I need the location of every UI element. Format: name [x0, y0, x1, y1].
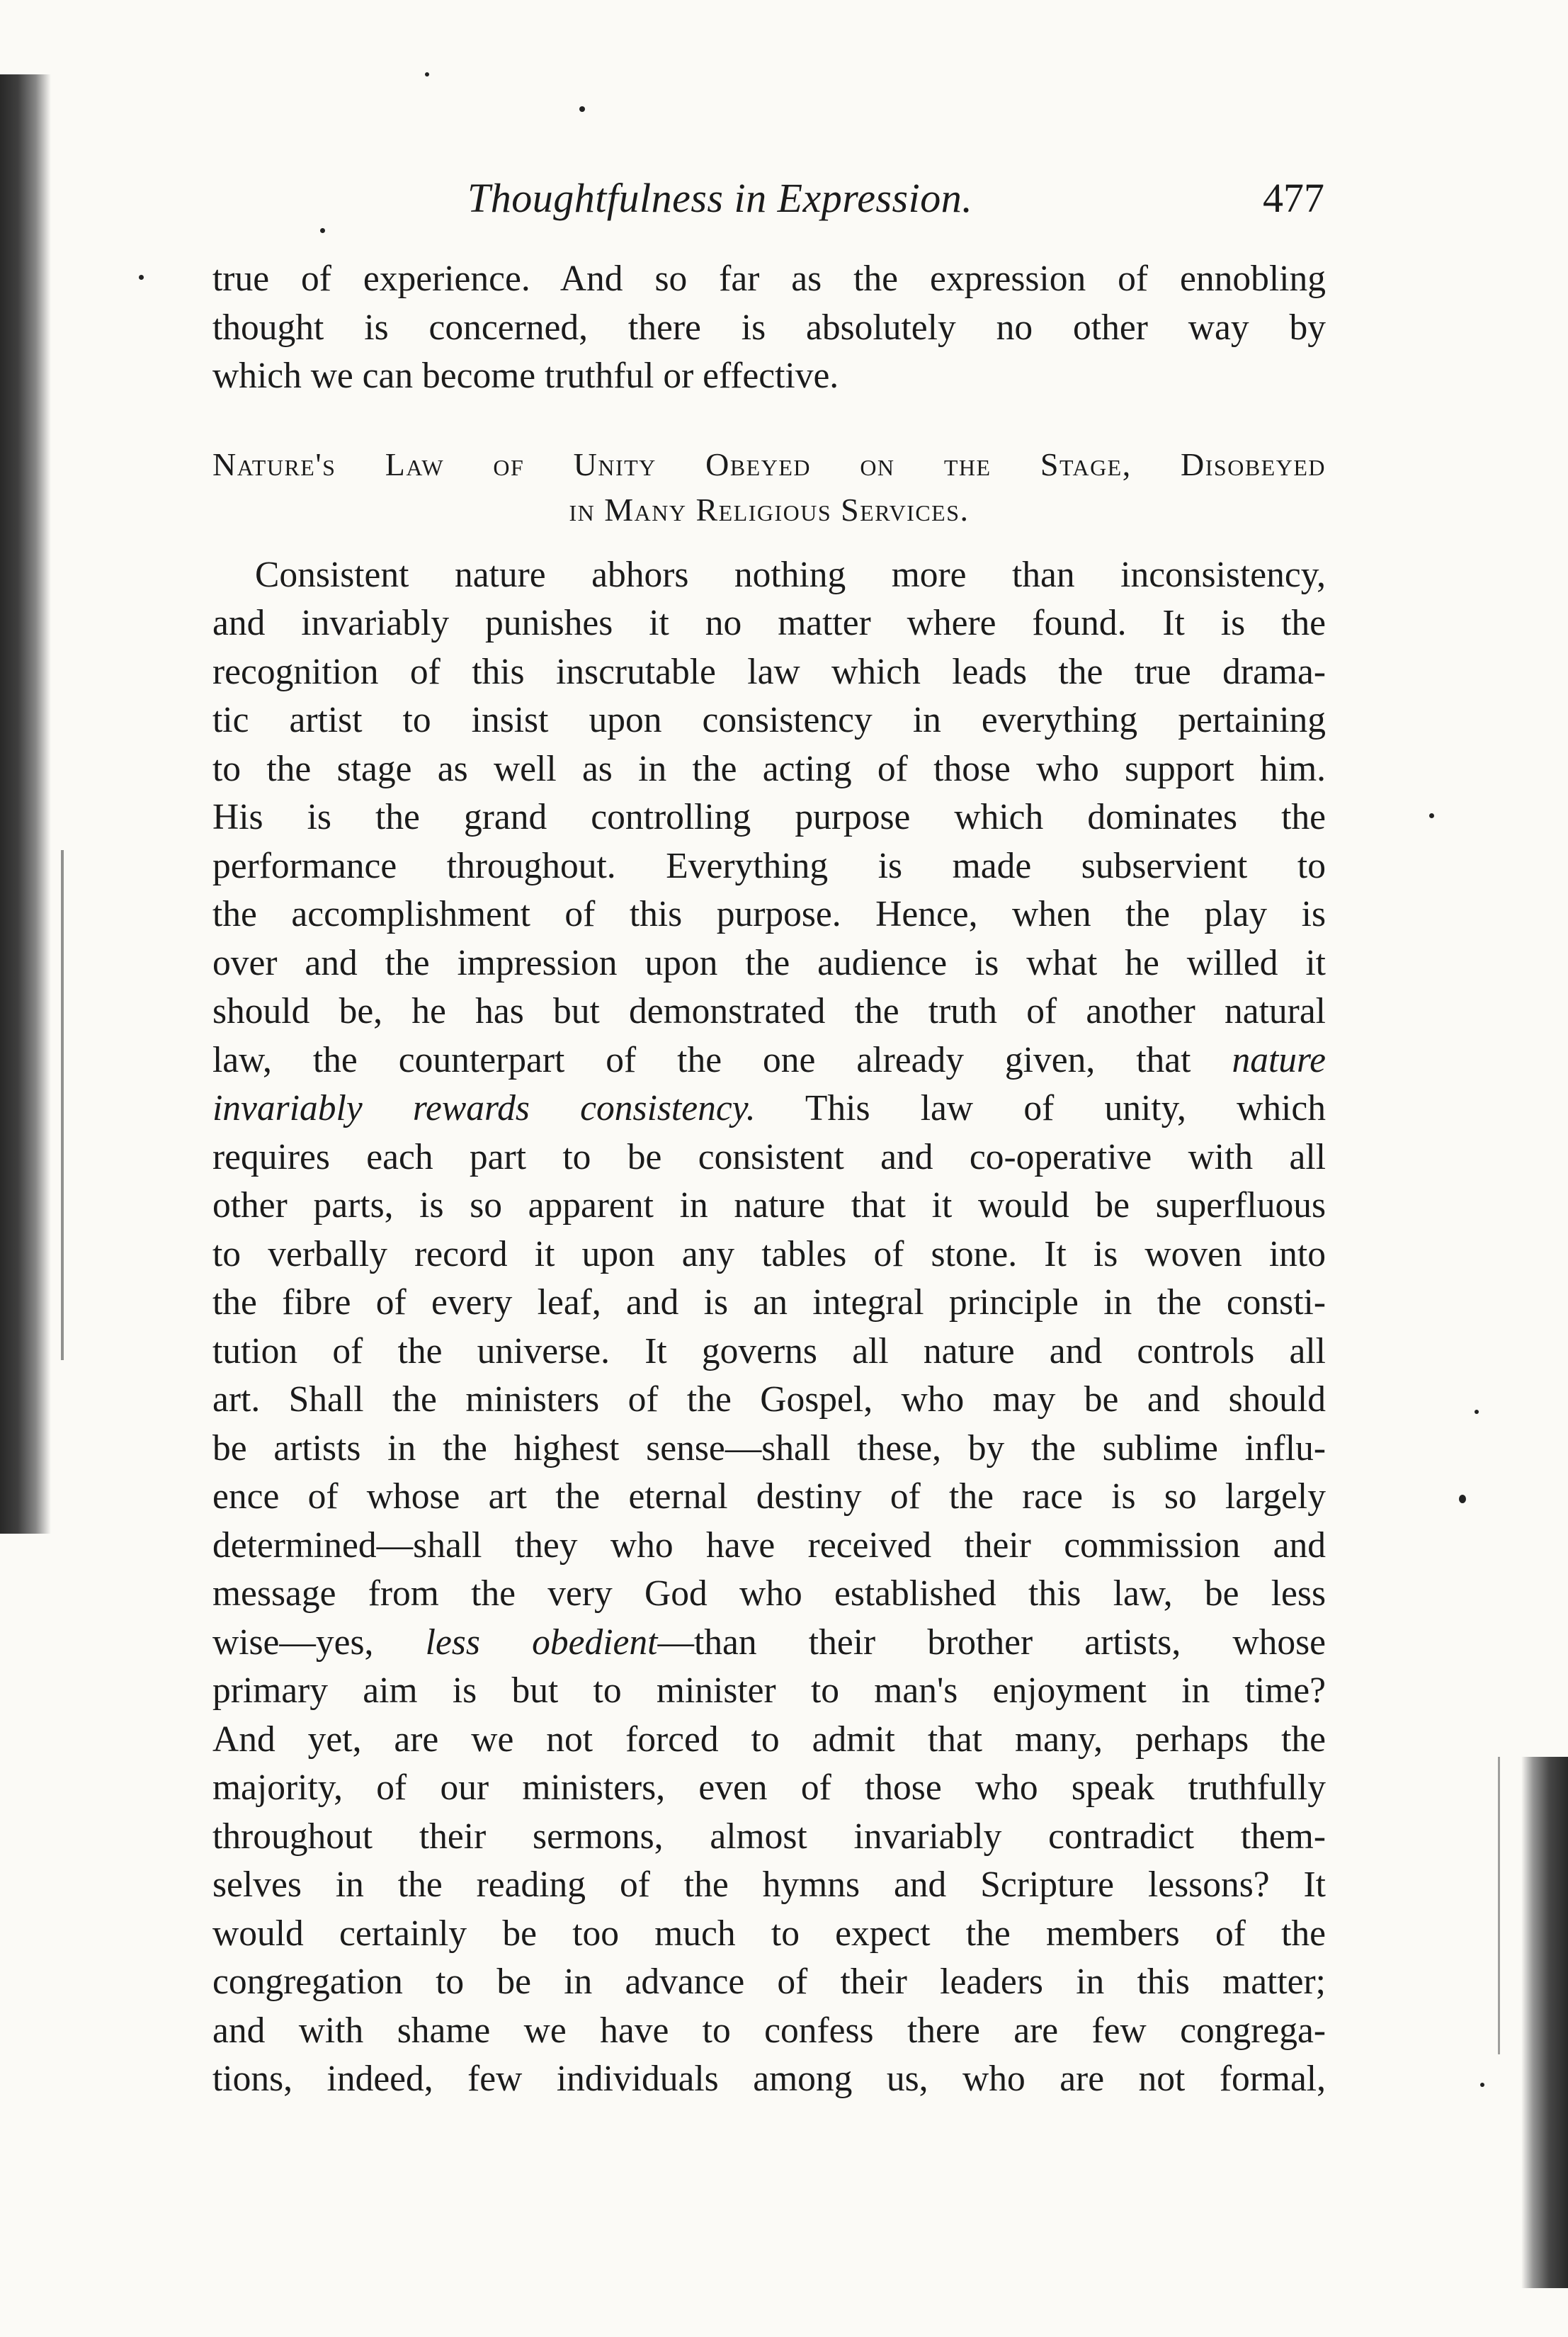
text-line: tic artist to insist upon consistency in everything pertaining	[212, 700, 1326, 740]
scan-speck	[425, 72, 429, 77]
text-line: And yet, are we not forced to admit that many, perhaps the	[212, 1719, 1326, 1760]
text-line: majority, of our ministers, even of those who speak truthfully	[212, 1767, 1326, 1808]
section-heading-continued: in Many Religious Services.	[569, 491, 970, 528]
text-line: Consistent nature abhors nothing more than inconsistency,	[255, 554, 1326, 595]
scan-speck	[579, 106, 585, 112]
scan-edge-right	[1521, 1757, 1568, 2288]
text-line: and with shame we have to confess there are few congrega-	[212, 2010, 1326, 2051]
emphasis: invariably rewards consistency.	[212, 1088, 756, 1128]
text-line: selves in the reading of the hymns and Scripture lessons? It	[212, 1864, 1326, 1905]
emphasis: less obedient	[425, 1622, 658, 1663]
scan-speck	[1475, 1410, 1479, 1414]
text-line: tions, indeed, few individuals among us, who are not formal,	[212, 2059, 1326, 2099]
text-line: requires each part to be consistent and co-operative with all	[212, 1136, 1326, 1177]
page-number: 477	[1263, 175, 1324, 221]
text-line: thought is concerned, there is absolutely no other way by	[212, 307, 1326, 348]
text-line: to the stage as well as in the acting of those who support him.	[212, 748, 1326, 789]
text-line: performance throughout. Everything is made subservient to	[212, 845, 1326, 886]
text-line: primary aim is but to minister to man's enjoyment in time?	[212, 1670, 1326, 1711]
scan-edge-left	[0, 74, 51, 1534]
page-text	[212, 255, 1326, 2104]
text-line	[212, 1036, 1326, 1085]
text-line: determined—shall they who have received their commission and	[212, 1524, 1326, 1566]
scan-speck	[139, 275, 144, 280]
running-header	[212, 174, 1324, 231]
text-line: be artists in the highest sense—shall these, by the sublime influ-	[212, 1427, 1326, 1469]
text-line: throughout their sermons, almost invariably contradict them-	[212, 1816, 1326, 1857]
text-line: congregation to be in advance of their leaders in this matter;	[212, 1962, 1326, 2002]
text-line: tution of the universe. It governs all nature and controls all	[212, 1330, 1326, 1371]
text-run: law, the counterpart of the one already given, that	[212, 1039, 1191, 1080]
text-line: to verbally record it upon any tables of stone. It is woven into	[212, 1233, 1326, 1274]
running-title: Thoughtfulness in Expression.	[467, 175, 973, 221]
scan-speck	[1429, 813, 1434, 818]
text-line: message from the very God who established this law, be less	[212, 1573, 1326, 1614]
text-line: art. Shall the ministers of the Gospel, who may be and should	[212, 1379, 1326, 1420]
text-run: This law of unity, which	[755, 1088, 1326, 1128]
text-line: the accomplishment of this purpose. Hence, when the play is	[212, 894, 1326, 934]
text-line: over and the impression upon the audience is what he willed it	[212, 942, 1326, 983]
text-run: wise—yes,	[212, 1622, 426, 1663]
text-run: —than their brother artists, whose	[657, 1622, 1326, 1663]
text-line: the fibre of every leaf, and is an integral principle in the consti-	[212, 1282, 1326, 1323]
text-line: recognition of this inscrutable law which leads the true drama-	[212, 651, 1326, 692]
text-line	[212, 1619, 1326, 1668]
emphasis: nature	[1232, 1039, 1326, 1080]
scan-edge-right-line	[1498, 1757, 1500, 2054]
text-line	[212, 1085, 1326, 1133]
scan-speck	[1459, 1495, 1466, 1503]
text-line: other parts, is so apparent in nature that it would be superfluous	[212, 1185, 1326, 1226]
text-line: should be, he has but demonstrated the truth of another natural	[212, 991, 1326, 1031]
scan-speck	[1480, 2083, 1484, 2087]
text-line: true of experience. And so far as the expression of ennobling	[212, 259, 1326, 299]
scan-edge-left-line	[61, 850, 64, 1360]
text-line: which we can become truthful or effective.	[212, 356, 839, 396]
text-line: His is the grand controlling purpose which dominates the	[212, 797, 1326, 837]
section-heading: Nature's Law of Unity Obeyed on the Stage, Disobeyed	[212, 446, 1326, 482]
text-line: would certainly be too much to expect the members of the	[212, 1913, 1326, 1954]
text-line: ence of whose art the eternal destiny of the race is so largely	[212, 1476, 1326, 1517]
text-line: and invariably punishes it no matter where found. It is the	[212, 603, 1326, 643]
